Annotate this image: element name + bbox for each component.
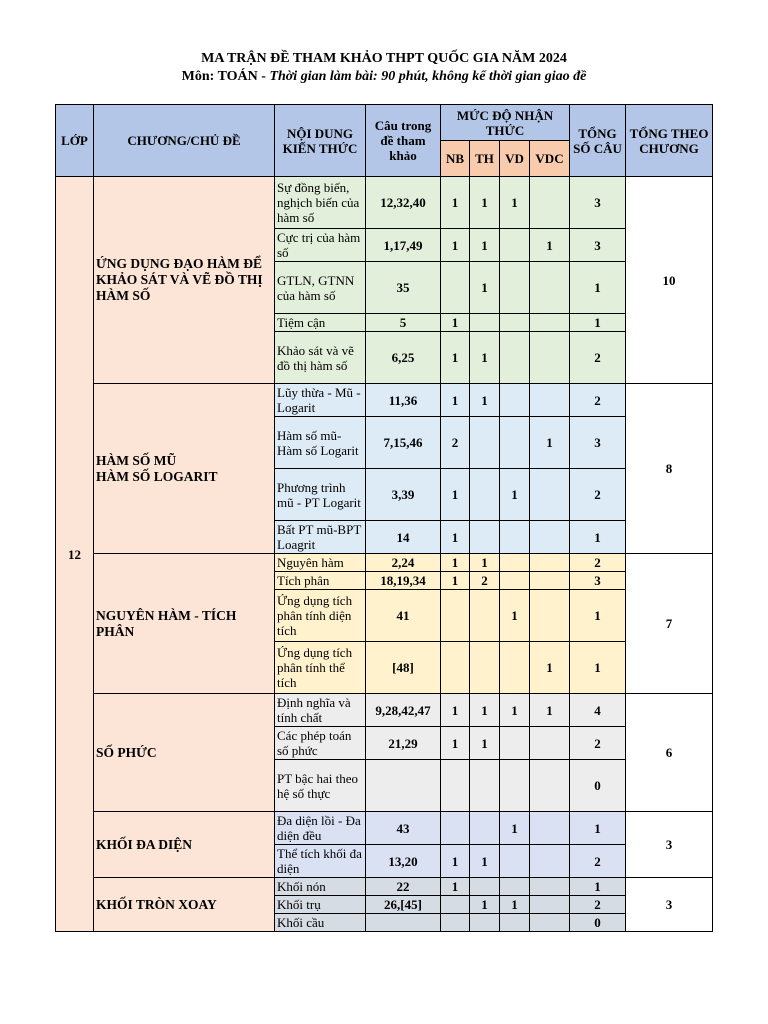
th-cell <box>470 590 500 642</box>
question-cell: 18,19,34 <box>366 572 441 590</box>
nb-cell: 1 <box>441 229 470 262</box>
total-cell: 2 <box>570 554 626 572</box>
th-cell: 1 <box>470 332 500 384</box>
question-cell <box>366 760 441 812</box>
th-cell: 1 <box>470 694 500 727</box>
vd-cell <box>500 727 530 760</box>
question-cell: 3,39 <box>366 469 441 521</box>
nb-cell: 1 <box>441 554 470 572</box>
th-cell: 1 <box>470 262 500 314</box>
question-cell: 35 <box>366 262 441 314</box>
content-cell: Khối nón <box>275 878 366 896</box>
th-cell <box>470 760 500 812</box>
subtitle-separator: - <box>257 69 270 84</box>
nb-cell <box>441 760 470 812</box>
nb-cell: 2 <box>441 417 470 469</box>
vdc-cell: 1 <box>530 694 570 727</box>
total-cell: 2 <box>570 384 626 417</box>
vdc-cell <box>530 727 570 760</box>
vdc-cell <box>530 845 570 878</box>
question-cell: 12,32,40 <box>366 177 441 229</box>
chapter-name: KHỐI TRÒN XOAY <box>94 878 275 932</box>
nb-cell: 1 <box>441 727 470 760</box>
question-cell: 43 <box>366 812 441 845</box>
vd-cell <box>500 572 530 590</box>
header-vd: VD <box>500 141 530 177</box>
vdc-cell <box>530 760 570 812</box>
th-cell <box>470 642 500 694</box>
time-label: Thời gian làm bài: 90 phút, không kể thời gian giao đề <box>269 69 587 84</box>
vd-cell <box>500 384 530 417</box>
total-cell: 4 <box>570 694 626 727</box>
content-cell: Hàm số mũ-Hàm số Logarit <box>275 417 366 469</box>
nb-cell <box>441 812 470 845</box>
th-cell <box>470 914 500 932</box>
vd-cell <box>500 521 530 554</box>
th-cell <box>470 314 500 332</box>
content-cell: Ứng dụng tích phân tính thể tích <box>275 642 366 694</box>
question-cell: 2,24 <box>366 554 441 572</box>
vd-cell <box>500 332 530 384</box>
nb-cell: 1 <box>441 177 470 229</box>
total-cell: 1 <box>570 314 626 332</box>
th-cell <box>470 878 500 896</box>
nb-cell <box>441 642 470 694</box>
question-cell: 11,36 <box>366 384 441 417</box>
vd-cell: 1 <box>500 590 530 642</box>
content-cell: Các phép toán số phức <box>275 727 366 760</box>
content-cell: Thể tích khối đa diện <box>275 845 366 878</box>
nb-cell: 1 <box>441 878 470 896</box>
th-cell: 1 <box>470 229 500 262</box>
content-cell: PT bậc hai theo hệ số thực <box>275 760 366 812</box>
vdc-cell: 1 <box>530 417 570 469</box>
chapter-name: KHỐI ĐA DIỆN <box>94 812 275 878</box>
nb-cell: 1 <box>441 469 470 521</box>
chapter-name: NGUYÊN HÀM - TÍCH PHÂN <box>94 554 275 694</box>
vd-cell <box>500 229 530 262</box>
content-cell: GTLN, GTNN của hàm số <box>275 262 366 314</box>
content-cell: Định nghĩa và tính chất <box>275 694 366 727</box>
vd-cell <box>500 845 530 878</box>
total-cell: 2 <box>570 896 626 914</box>
vdc-cell <box>530 314 570 332</box>
subject-label: Môn: TOÁN <box>181 69 258 84</box>
th-cell: 1 <box>470 554 500 572</box>
nb-cell: 1 <box>441 521 470 554</box>
total-cell: 3 <box>570 572 626 590</box>
vdc-cell <box>530 590 570 642</box>
th-cell: 1 <box>470 727 500 760</box>
vd-cell <box>500 760 530 812</box>
chapter-name: HÀM SỐ MŨ HÀM SỐ LOGARIT <box>94 384 275 554</box>
total-cell: 2 <box>570 332 626 384</box>
chapter-total: 10 <box>626 177 713 384</box>
header-chuong: CHƯƠNG/CHỦ ĐỀ <box>94 105 275 177</box>
chapter-total: 6 <box>626 694 713 812</box>
chapter-total: 8 <box>626 384 713 554</box>
total-cell: 3 <box>570 417 626 469</box>
content-cell: Khối cầu <box>275 914 366 932</box>
vd-cell <box>500 642 530 694</box>
vd-cell <box>500 878 530 896</box>
nb-cell: 1 <box>441 694 470 727</box>
question-cell: 41 <box>366 590 441 642</box>
question-cell: [48] <box>366 642 441 694</box>
nb-cell: 1 <box>441 314 470 332</box>
chapter-total: 7 <box>626 554 713 694</box>
nb-cell <box>441 590 470 642</box>
header-lop: LỚP <box>56 105 94 177</box>
chapter-total: 3 <box>626 812 713 878</box>
vdc-cell <box>530 896 570 914</box>
vd-cell: 1 <box>500 694 530 727</box>
total-cell: 0 <box>570 914 626 932</box>
header-noidung: NỘI DUNG KIẾN THỨC <box>275 105 366 177</box>
content-cell: Phương trình mũ - PT Logarit <box>275 469 366 521</box>
vd-cell <box>500 262 530 314</box>
total-cell: 1 <box>570 812 626 845</box>
question-cell: 13,20 <box>366 845 441 878</box>
total-cell: 1 <box>570 521 626 554</box>
header-tongcau: TỔNG SỐ CÂU <box>570 105 626 177</box>
page-title: MA TRẬN ĐỀ THAM KHẢO THPT QUỐC GIA NĂM 2024 <box>201 51 567 66</box>
question-cell: 7,15,46 <box>366 417 441 469</box>
header-nb: NB <box>441 141 470 177</box>
total-cell: 1 <box>570 642 626 694</box>
th-cell <box>470 469 500 521</box>
vdc-cell <box>530 177 570 229</box>
vdc-cell <box>530 384 570 417</box>
question-cell: 9,28,42,47 <box>366 694 441 727</box>
question-cell: 6,25 <box>366 332 441 384</box>
content-cell: Bất PT mũ-BPT Loagrit <box>275 521 366 554</box>
th-cell: 1 <box>470 384 500 417</box>
total-cell: 1 <box>570 878 626 896</box>
content-cell: Tiệm cận <box>275 314 366 332</box>
question-cell: 14 <box>366 521 441 554</box>
question-cell: 1,17,49 <box>366 229 441 262</box>
table-row <box>56 177 713 229</box>
content-cell: Khối trụ <box>275 896 366 914</box>
content-cell: Ứng dụng tích phân tính diện tích <box>275 590 366 642</box>
nb-cell <box>441 262 470 314</box>
nb-cell: 1 <box>441 845 470 878</box>
vd-cell: 1 <box>500 896 530 914</box>
vdc-cell <box>530 469 570 521</box>
total-cell: 2 <box>570 845 626 878</box>
total-cell: 2 <box>570 727 626 760</box>
total-cell: 3 <box>570 229 626 262</box>
th-cell: 1 <box>470 177 500 229</box>
vd-cell: 1 <box>500 177 530 229</box>
nb-cell: 1 <box>441 332 470 384</box>
th-cell: 1 <box>470 896 500 914</box>
vdc-cell <box>530 878 570 896</box>
total-cell: 1 <box>570 262 626 314</box>
vdc-cell <box>530 914 570 932</box>
vd-cell <box>500 554 530 572</box>
content-cell: Lũy thừa - Mũ - Logarit <box>275 384 366 417</box>
total-cell: 2 <box>570 469 626 521</box>
vd-cell <box>500 914 530 932</box>
question-cell: 5 <box>366 314 441 332</box>
nb-cell <box>441 914 470 932</box>
matrix-table <box>55 104 713 932</box>
vdc-cell: 1 <box>530 229 570 262</box>
nb-cell: 1 <box>441 384 470 417</box>
header-cau: Câu trong đề tham khảo <box>366 105 441 177</box>
chapter-name: SỐ PHỨC <box>94 694 275 812</box>
question-cell: 21,29 <box>366 727 441 760</box>
content-cell: Tích phân <box>275 572 366 590</box>
header-tongchuong: TỔNG THEO CHƯƠNG <box>626 105 713 177</box>
vdc-cell <box>530 554 570 572</box>
table-row <box>56 694 713 727</box>
content-cell: Nguyên hàm <box>275 554 366 572</box>
table-row <box>56 384 713 417</box>
question-cell: 26,[45] <box>366 896 441 914</box>
nb-cell: 1 <box>441 572 470 590</box>
vdc-cell: 1 <box>530 642 570 694</box>
question-cell <box>366 914 441 932</box>
header-mucdo: MỨC ĐỘ NHẬN THỨC <box>441 105 570 141</box>
total-cell: 1 <box>570 590 626 642</box>
vdc-cell <box>530 812 570 845</box>
content-cell: Cực trị của hàm số <box>275 229 366 262</box>
vd-cell <box>500 314 530 332</box>
header-vdc: VDC <box>530 141 570 177</box>
th-cell: 2 <box>470 572 500 590</box>
th-cell <box>470 521 500 554</box>
vd-cell: 1 <box>500 469 530 521</box>
content-cell: Khảo sát và vẽ đồ thị hàm số <box>275 332 366 384</box>
vdc-cell <box>530 332 570 384</box>
chapter-total: 3 <box>626 878 713 932</box>
vdc-cell <box>530 521 570 554</box>
table-row <box>56 554 713 572</box>
question-cell: 22 <box>366 878 441 896</box>
th-cell <box>470 417 500 469</box>
vd-cell: 1 <box>500 812 530 845</box>
page-subtitle <box>0 68 768 86</box>
table-row <box>56 878 713 896</box>
total-cell: 0 <box>570 760 626 812</box>
th-cell <box>470 812 500 845</box>
vdc-cell <box>530 572 570 590</box>
table-row <box>56 812 713 845</box>
total-cell: 3 <box>570 177 626 229</box>
nb-cell <box>441 896 470 914</box>
vdc-cell <box>530 262 570 314</box>
chapter-name: ỨNG DỤNG ĐẠO HÀM ĐỂ KHẢO SÁT VÀ VẼ ĐỒ THỊ HÀM SỐ <box>94 177 275 384</box>
th-cell: 1 <box>470 845 500 878</box>
vd-cell <box>500 417 530 469</box>
header-th: TH <box>470 141 500 177</box>
content-cell: Đa diện lồi - Đa diện đều <box>275 812 366 845</box>
lop-cell: 12 <box>56 177 94 932</box>
content-cell: Sự đồng biến, nghịch biến của hàm số <box>275 177 366 229</box>
